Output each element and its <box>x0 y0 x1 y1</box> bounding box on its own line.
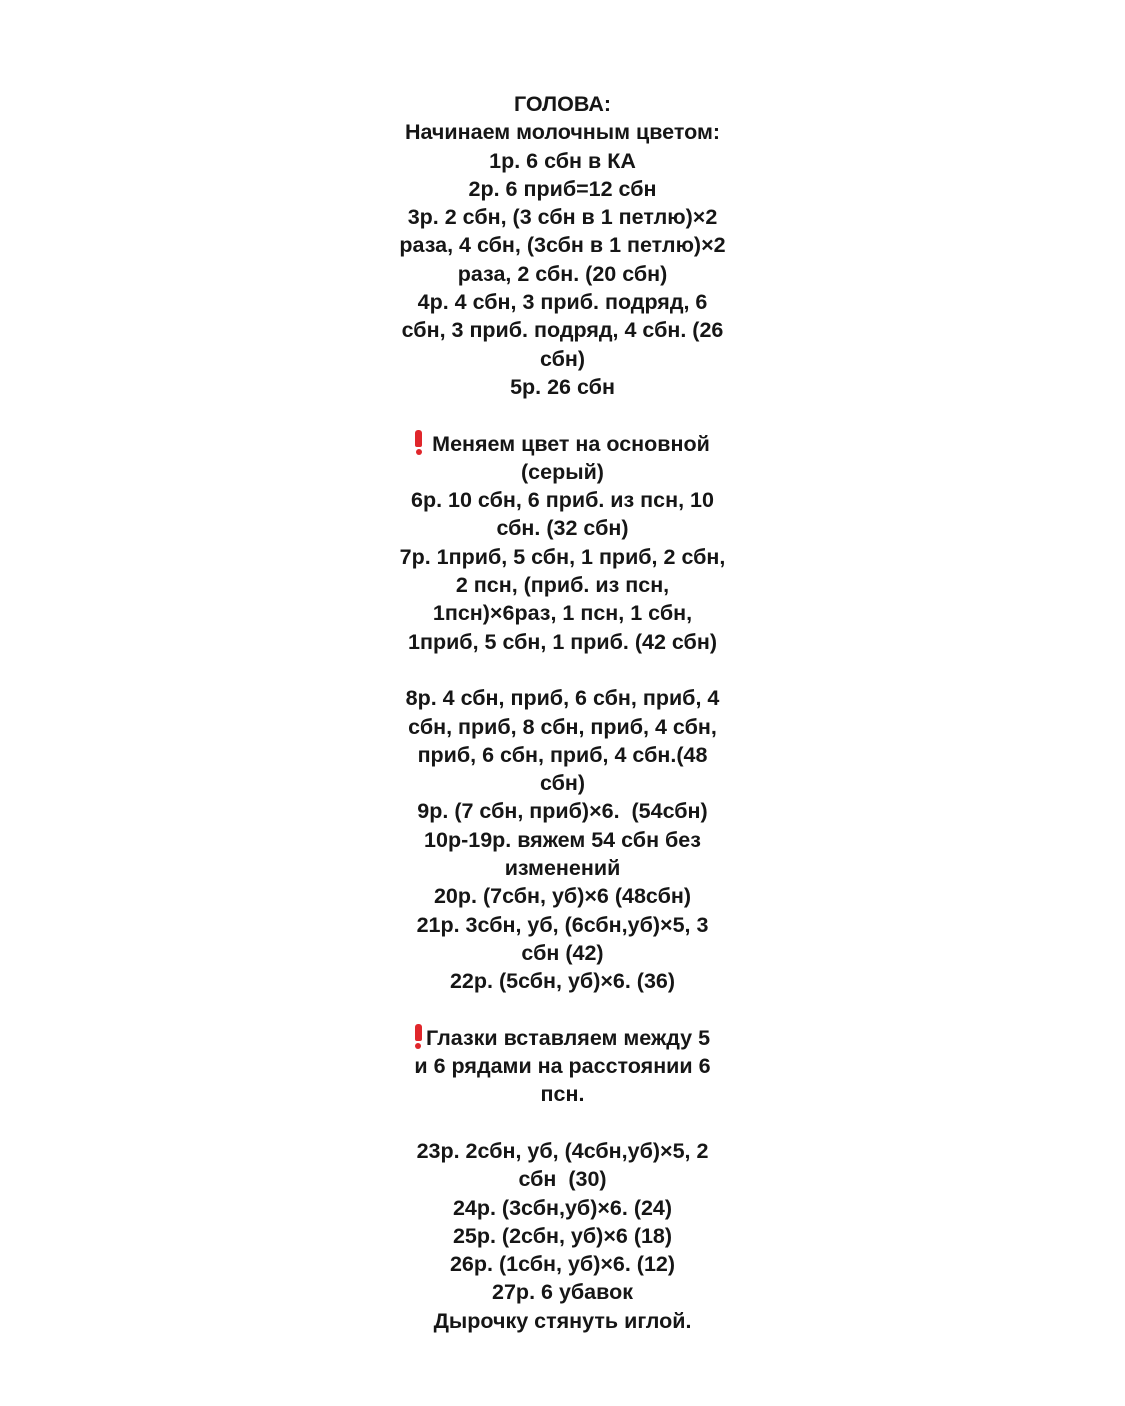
row-line: сбн (30) <box>518 1167 607 1192</box>
row-line: 24р. (3сбн,уб)×6. (24) <box>452 1195 673 1220</box>
blank-line <box>0 1109 1125 1137</box>
note-text: и 6 рядами на расстоянии 6 <box>414 1054 711 1079</box>
row-line: 23р. 2сбн, уб, (4сбн,уб)×5, 2 <box>416 1138 709 1163</box>
note-eyes <box>0 1024 1125 1052</box>
closing-line: Дырочку стянуть иглой. <box>433 1308 692 1333</box>
row-line: 3р. 2 сбн, (3 сбн в 1 петлю)×2 <box>407 205 718 230</box>
row-line: 26р. (1сбн, уб)×6. (12) <box>449 1252 676 1277</box>
blank-line <box>0 401 1125 429</box>
row-line: 20р. (7сбн, уб)×6 (48сбн) <box>433 884 692 909</box>
row-line: сбн) <box>539 771 586 796</box>
note-text: псн. <box>540 1082 585 1107</box>
row-line: сбн, приб, 8 сбн, приб, 4 сбн, <box>408 714 717 739</box>
row-line: изменений <box>504 856 621 881</box>
note-text: (серый) <box>521 459 604 484</box>
row-line: сбн (42) <box>521 940 604 965</box>
row-line: 4р. 4 сбн, 3 приб. подряд, 6 <box>417 290 708 315</box>
row-line: 21р. 3сбн, уб, (6сбн,уб)×5, 3 <box>416 912 709 937</box>
section-title: ГОЛОВА: <box>513 92 612 116</box>
note-text: Глазки вставляем между 5 <box>425 1025 711 1050</box>
row-line: 10р-19р. вяжем 54 сбн без <box>424 827 701 852</box>
row-line: 2 псн, (приб. из псн, <box>455 573 670 598</box>
note-color-change <box>0 430 1125 458</box>
row-line: 22р. (5сбн, уб)×6. (36) <box>449 969 676 994</box>
row-line: раза, 4 сбн, (3сбн в 1 петлю)×2 <box>399 233 726 258</box>
row-line: сбн) <box>539 346 586 371</box>
note-text: Меняем цвет на основной <box>432 431 710 456</box>
row-line: 7р. 1приб, 5 сбн, 1 приб, 2 сбн, <box>399 544 726 569</box>
row-line: 2р. 6 приб=12 сбн <box>468 176 657 201</box>
intro-line: Начинаем молочным цветом: <box>404 120 721 145</box>
blank-line <box>0 996 1125 1024</box>
exclamation-icon <box>415 430 422 454</box>
blank-line <box>0 656 1125 684</box>
row-line: 9р. (7 сбн, приб)×6. (54сбн) <box>417 799 708 824</box>
row-line: 27р. 6 убавок <box>492 1280 633 1305</box>
row-line: 5р. 26 сбн <box>510 374 615 399</box>
row-line: 25р. (2сбн, уб)×6 (18) <box>452 1223 673 1248</box>
exclamation-icon <box>415 1024 422 1048</box>
row-line: сбн, 3 приб. подряд, 4 сбн. (26 <box>401 318 724 343</box>
pattern-document <box>0 90 1125 1335</box>
row-line: 1приб, 5 сбн, 1 приб. (42 сбн) <box>408 629 717 654</box>
row-line: приб, 6 сбн, приб, 4 сбн.(48 <box>417 742 708 767</box>
row-line: 8р. 4 сбн, приб, 6 сбн, приб, 4 <box>405 686 720 711</box>
row-line: 1псн)×6раз, 1 псн, 1 сбн, <box>432 601 693 626</box>
row-line: сбн. (32 сбн) <box>496 516 629 541</box>
row-line: 1р. 6 сбн в КА <box>489 148 636 173</box>
row-line: 6р. 10 сбн, 6 приб. из псн, 10 <box>411 488 714 513</box>
row-line: раза, 2 сбн. (20 сбн) <box>457 261 668 286</box>
